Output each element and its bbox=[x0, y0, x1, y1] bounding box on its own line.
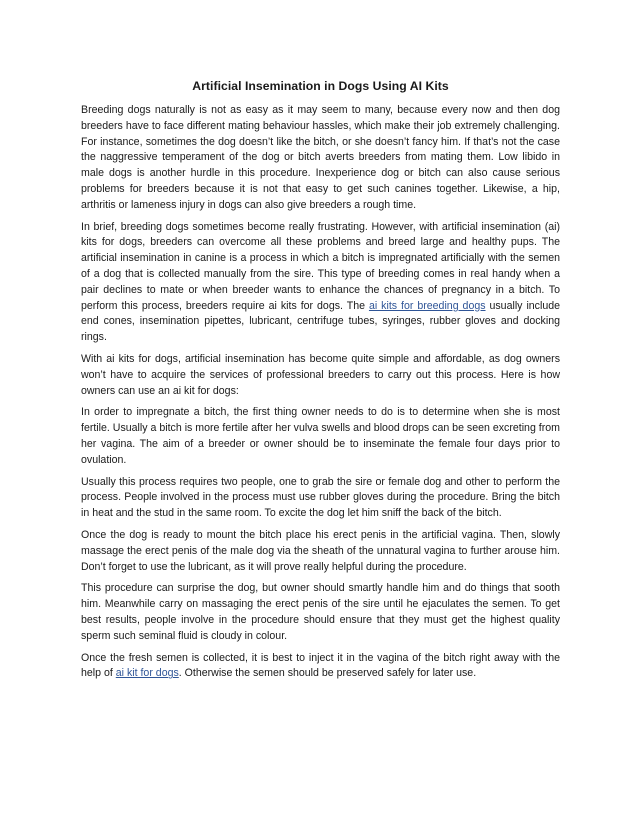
paragraph-2-text-before: In brief, breeding dogs sometimes become really frustrating. However, with artificial insemination (ai) kits for dogs, breeders can overcome all these problems and breed large and healthy pups. The artificial insemination in canine is a process in which a bitch is impregnated artificially with the semen of a dog that is collected manually from the sire. This type of breeding comes in real handy when a pair declines to mate or when breeder wants to enhance the chances of pregnancy in a bitch. To perform this process, breeders require ai kits for dogs. The bbox=[81, 220, 560, 312]
ai-kits-for-breeding-dogs-link[interactable]: ai kits for breeding dogs bbox=[368, 299, 486, 312]
paragraph-7: This procedure can surprise the dog, but owner should smartly handle him and do things that sooth him. Meanwhile carry on massaging the erect penis of the sire until he ejaculates the semen. To get best results, people involve in the procedure should ensure that they must get the highest quality sperm such seminal fluid is cloudy in colour. bbox=[81, 582, 560, 642]
paragraph-5: Usually this process requires two people, one to grab the sire or female dog and other to perform the process. People involved in the process must use rubber gloves during the procedure. Bring the bitch in heat and the stud in the same room. To excite the dog let him sniff the back of the bitch. bbox=[81, 475, 560, 520]
paragraph-4: In order to impregnate a bitch, the first thing owner needs to do is to determine when she is most fertile. Usually a bitch is more fertile after her vulva swells and blood drops can be seen excreting from her vagina. The aim of a breeder or owner should be to inseminate the female four days prior to ovulation. bbox=[81, 406, 560, 466]
paragraph-2 bbox=[81, 220, 560, 346]
paragraph-6: Once the dog is ready to mount the bitch place his erect penis in the artificial vagina. Then, slowly massage the erect penis of the male dog via the sheath of the unnatural vagina to further arouse him. Don’t forget to use the lubricant, as it will prove really helpful during the procedure. bbox=[81, 528, 560, 573]
paragraph-8-text-after: . Otherwise the semen should be preserved safely for later use. bbox=[178, 667, 477, 680]
paragraph-1: Breeding dogs naturally is not as easy as it may seem to many, because every now and then dog breeders have to face different mating behaviour hassles, which make their job extremely challenging. For instance, sometimes the dog doesn’t like the bitch, or she doesn’t fancy him. If that’s not the case the naggressive temperament of the dog or bitch averts breeders from mating them. Low libido in male dogs is another hurdle in this procedure. Inexperience dog or bitch can also cause serious problems for breeders because it is not that easy to get such canines together. Likewise, a hip, arthritis or lameness injury in dogs can also give breeders a rough time. bbox=[81, 104, 560, 211]
paragraph-2-text-after: usually include end cones, insemination pipettes, lubricant, centrifuge tubes, syringes, rubber gloves and docking rings. bbox=[81, 299, 561, 344]
ai-kit-for-dogs-link[interactable]: ai kit for dogs bbox=[115, 667, 179, 680]
paragraph-8-text-before: Once the fresh semen is collected, it is best to inject it in the vagina of the bitch right away with the help of bbox=[81, 651, 560, 680]
paragraph-3: With ai kits for dogs, artificial insemination has become quite simple and affordable, as dog owners won’t have to acquire the services of professional breeders to carry out this process. Here is how owners can use an ai kit for dogs: bbox=[81, 352, 560, 397]
paragraph-8 bbox=[81, 651, 560, 683]
document-title: Artificial Insemination in Dogs Using AI Kits bbox=[192, 79, 449, 93]
